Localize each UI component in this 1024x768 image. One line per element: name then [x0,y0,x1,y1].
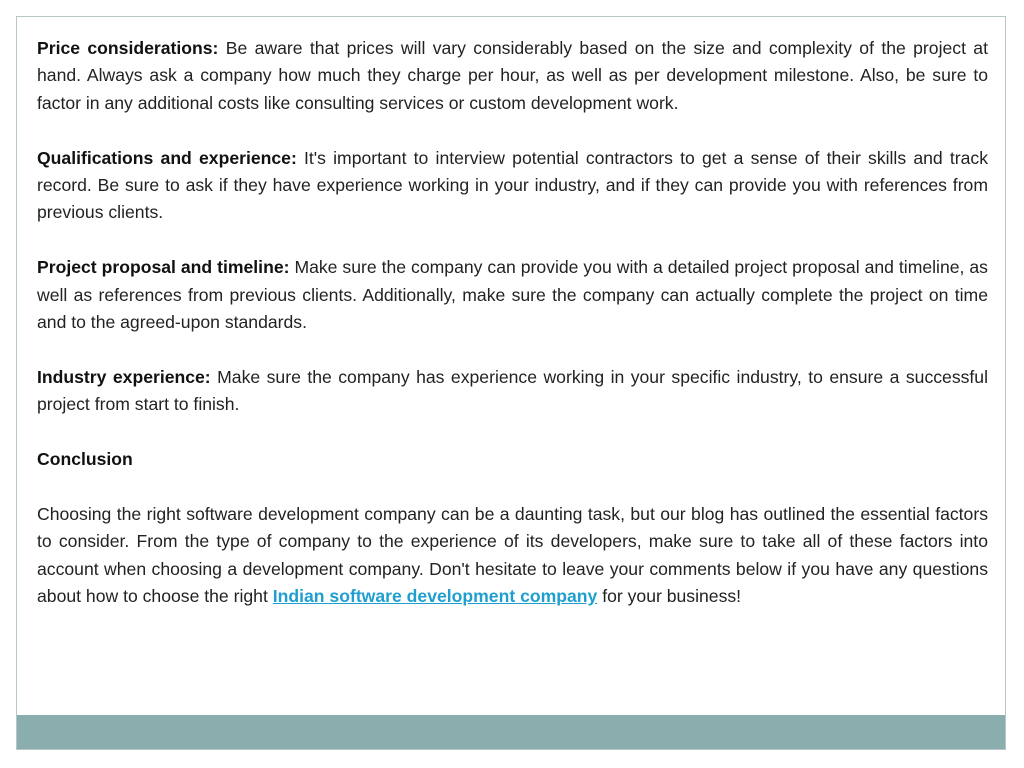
conclusion-paragraph [37,501,988,611]
text-qualifications: It's important to interview potential contractors to get a sense of their skills and track record. Be sure to ask if they have experience working in your industry, and if they can provide you with references from previous clients. [37,147,989,223]
paragraph-qualifications [37,145,988,227]
paragraph-industry-experience [37,364,988,419]
heading-industry-experience: Industry experience: [37,366,211,387]
text-price-considerations: Be aware that prices will vary considerably based on the size and complexity of the project at hand. Always ask a company how much they charge per hour, as well as per development milestone. Also, be sure to factor in any additional costs like consulting services or custom development work. [37,38,988,113]
conclusion-heading-paragraph [37,446,988,473]
conclusion-text-end: for your business! [597,586,742,607]
heading-price-considerations: Price considerations: [37,38,219,58]
footer-bar [17,715,1005,749]
paragraph-price-considerations [37,35,988,117]
heading-project-proposal: Project proposal and timeline: [37,257,290,278]
text-industry-experience: Make sure the company has experience working in your specific industry, to ensure a successful project from start to finish. [37,366,988,415]
heading-qualifications: Qualifications and experience: [37,147,297,168]
text-project-proposal: Make sure the company can provide you with a detailed project proposal and timeline, as well as references from previous clients. Additionally, make sure the company can actually complete the project on time and to the agreed-upon standards. [37,257,988,333]
paragraph-project-proposal [37,254,988,336]
document-body [37,35,988,638]
indian-software-development-company-link[interactable]: Indian software development company [272,586,598,607]
conclusion-heading: Conclusion [37,449,133,470]
conclusion-text: Choosing the right software development company can be a daunting task, but our blog has outlined the essential factors to consider. From the type of company to the experience of its developers, make sure to take all of these factors into account when choosing a development company. Don't hesitate to leave your comments below if you have any questions about how to choose the right [37,503,988,607]
slide [16,16,1006,750]
